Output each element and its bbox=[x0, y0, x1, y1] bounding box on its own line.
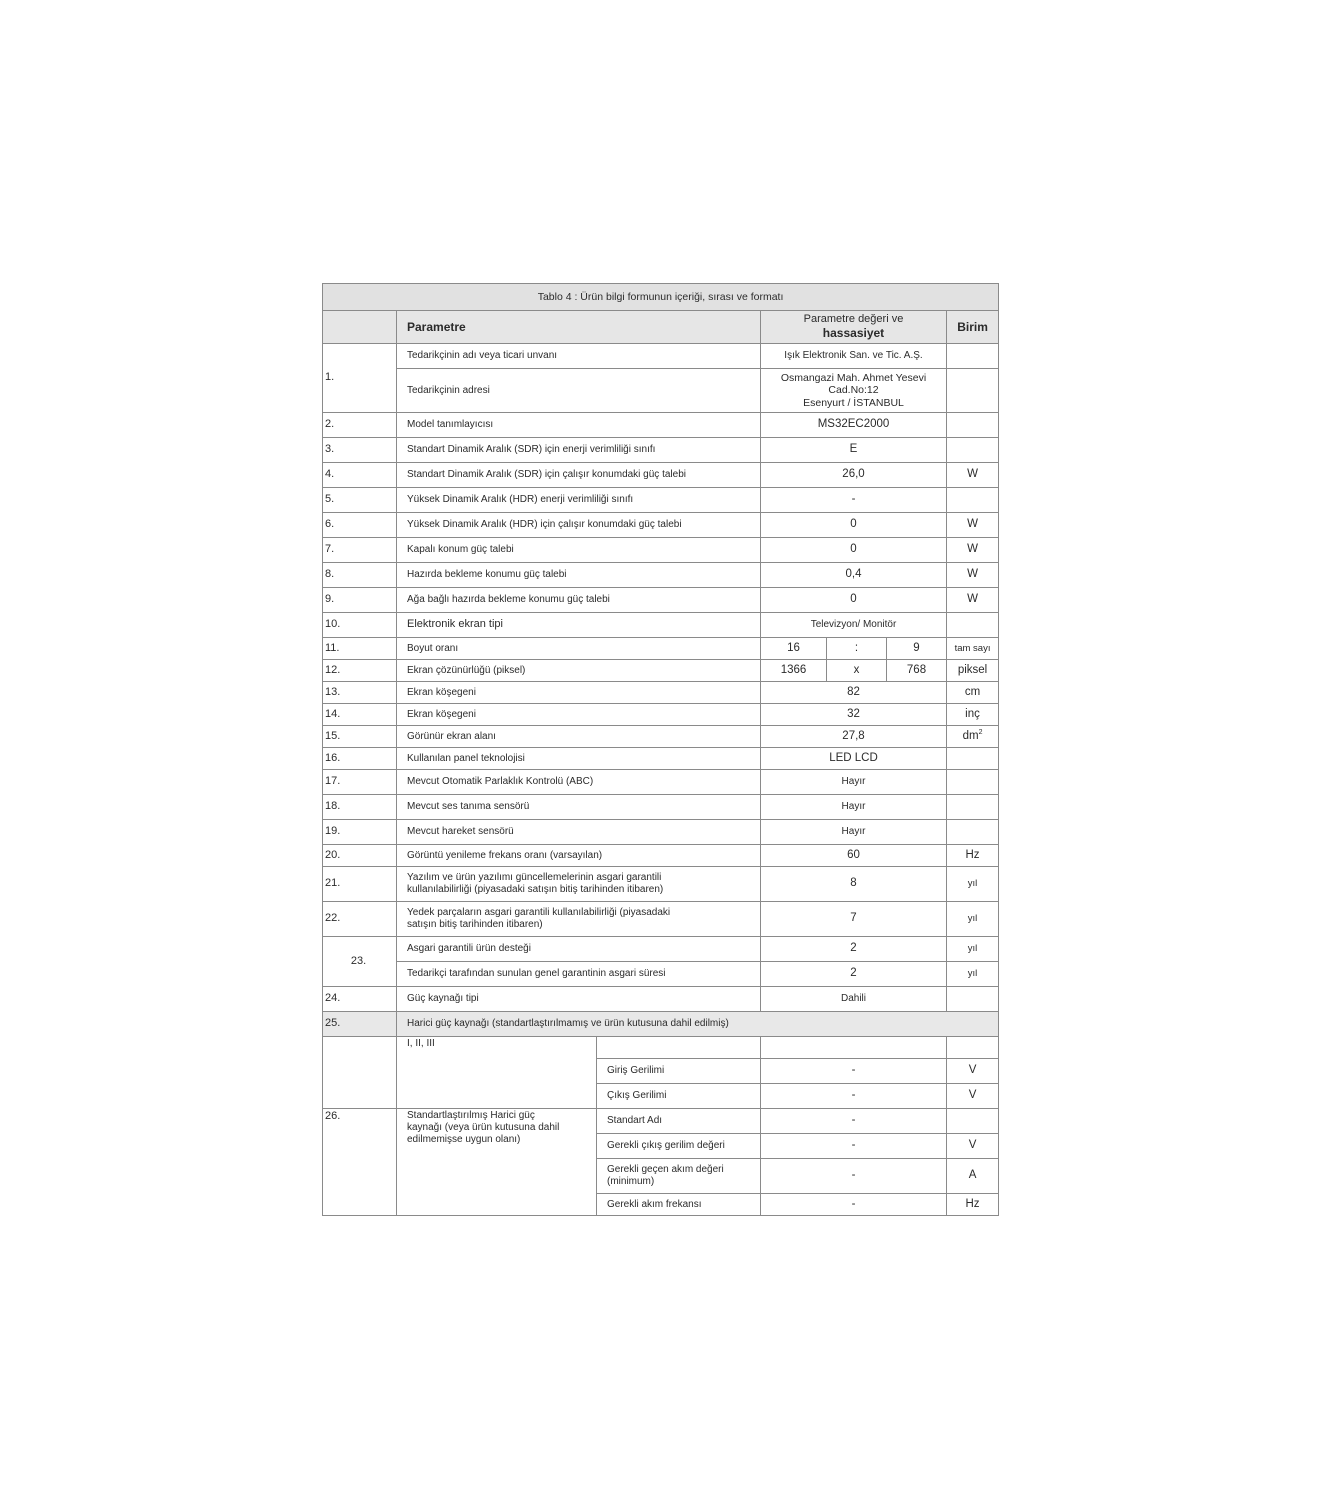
table-row bbox=[323, 962, 999, 987]
row-number: 4. bbox=[323, 463, 397, 488]
row-parameter: Mevcut ses tanıma sensörü bbox=[397, 795, 761, 820]
row-parameter-group bbox=[397, 1109, 597, 1216]
table-row bbox=[323, 638, 999, 660]
table-row bbox=[323, 682, 999, 704]
row-value: 26,0 bbox=[761, 463, 947, 488]
row-unit: W bbox=[947, 563, 999, 588]
row-number: 13. bbox=[323, 682, 397, 704]
resolution-width: 1366 bbox=[761, 660, 827, 682]
row-parameter-line: Yedek parçaların asgari garantili kullanılabilirliği (piyasadaki bbox=[407, 907, 671, 918]
row-value: 0 bbox=[761, 513, 947, 538]
row-value: 8 bbox=[761, 867, 947, 902]
table-row bbox=[323, 795, 999, 820]
row-number: 25. bbox=[323, 1012, 397, 1037]
row-parameter: Tedarikçinin adresi bbox=[397, 369, 761, 413]
row-unit: Hz bbox=[947, 845, 999, 867]
row-number: 22. bbox=[323, 902, 397, 937]
row-parameter-line: Yazılım ve ürün yazılımı güncellemelerinin asgari garantili bbox=[407, 872, 662, 883]
table-row bbox=[323, 613, 999, 638]
row-parameter: Boyut oranı bbox=[397, 638, 761, 660]
row-unit bbox=[947, 1037, 999, 1059]
unit-text: dm bbox=[962, 730, 979, 743]
row-value: LED LCD bbox=[761, 748, 947, 770]
row-value: Işık Elektronik San. ve Tic. A.Ş. bbox=[761, 344, 947, 369]
row-unit: inç bbox=[947, 704, 999, 726]
row-unit: W bbox=[947, 588, 999, 613]
header-value-line2: hassasiyet bbox=[822, 326, 885, 340]
row-value: - bbox=[761, 488, 947, 513]
row-value: - bbox=[761, 1194, 947, 1216]
table-row bbox=[323, 660, 999, 682]
row-parameter-line: (minimum) bbox=[607, 1176, 655, 1187]
row-value: - bbox=[761, 1084, 947, 1109]
table-row bbox=[323, 820, 999, 845]
row-value: 82 bbox=[761, 682, 947, 704]
table-row bbox=[323, 937, 999, 962]
row-value: 32 bbox=[761, 704, 947, 726]
row-parameter: Çıkış Gerilimi bbox=[597, 1084, 761, 1109]
address-line: Esenyurt / İSTANBUL bbox=[803, 396, 904, 409]
row-parameter: Tedarikçi tarafından sunulan genel garantinin asgari süresi bbox=[397, 962, 761, 987]
table-row bbox=[323, 413, 999, 438]
row-number: 18. bbox=[323, 795, 397, 820]
row-unit bbox=[947, 987, 999, 1012]
table-row bbox=[323, 438, 999, 463]
row-parameter: Harici güç kaynağı (standartlaştırılmamış ve ürün kutusuna dahil edilmiş) bbox=[397, 1012, 999, 1037]
row-number: 12. bbox=[323, 660, 397, 682]
row-number bbox=[323, 1037, 397, 1109]
resolution-separator: x bbox=[827, 660, 887, 682]
row-value: Televizyon/ Monitör bbox=[761, 613, 947, 638]
row-value: 27,8 bbox=[761, 726, 947, 748]
table-header-row bbox=[323, 311, 999, 344]
row-number: 24. bbox=[323, 987, 397, 1012]
row-value: - bbox=[761, 1159, 947, 1194]
header-birim: Birim bbox=[947, 311, 999, 344]
row-parameter-line: edilmemişse uygun olanı) bbox=[407, 1134, 521, 1145]
row-value: Hayır bbox=[761, 820, 947, 845]
row-parameter-line: Standartlaştırılmış Harici güç bbox=[407, 1110, 535, 1121]
address-line: Cad.No:12 bbox=[828, 384, 879, 397]
row-number: 20. bbox=[323, 845, 397, 867]
row-number: 5. bbox=[323, 488, 397, 513]
product-info-sheet bbox=[322, 283, 998, 1216]
table-row bbox=[323, 1109, 999, 1134]
row-parameter-line: Gerekli geçen akım değeri bbox=[607, 1164, 724, 1175]
header-value-line1: Parametre değeri ve bbox=[803, 312, 904, 325]
row-value: 60 bbox=[761, 845, 947, 867]
table-row bbox=[323, 488, 999, 513]
table-row bbox=[323, 845, 999, 867]
row-value: E bbox=[761, 438, 947, 463]
table-caption-row bbox=[323, 284, 999, 311]
row-parameter: Görünür ekran alanı bbox=[397, 726, 761, 748]
row-parameter: Gerekli çıkış gerilim değeri bbox=[597, 1134, 761, 1159]
row-unit: W bbox=[947, 513, 999, 538]
row-parameter: Ekran köşegeni bbox=[397, 682, 761, 704]
table-row bbox=[323, 1037, 999, 1059]
aspect-ratio-width: 16 bbox=[761, 638, 827, 660]
row-value: 7 bbox=[761, 902, 947, 937]
table-row bbox=[323, 748, 999, 770]
table-row bbox=[323, 588, 999, 613]
row-value: 2 bbox=[761, 962, 947, 987]
row-parameter: Yüksek Dinamik Aralık (HDR) için çalışır konumdaki güç talebi bbox=[397, 513, 761, 538]
row-value: 0 bbox=[761, 538, 947, 563]
row-unit: yıl bbox=[947, 962, 999, 987]
row-parameter: Standart Dinamik Aralık (SDR) için enerji verimliliği sınıfı bbox=[397, 438, 761, 463]
table-row bbox=[323, 704, 999, 726]
row-parameter-line: kaynağı (veya ürün kutusuna dahil bbox=[407, 1122, 560, 1133]
row-parameter: Yüksek Dinamik Aralık (HDR) enerji verimliliği sınıfı bbox=[397, 488, 761, 513]
table-row bbox=[323, 513, 999, 538]
row-value: 2 bbox=[761, 937, 947, 962]
row-parameter: Tedarikçinin adı veya ticari unvanı bbox=[397, 344, 761, 369]
row-value: Dahili bbox=[761, 987, 947, 1012]
row-value: - bbox=[761, 1134, 947, 1159]
table-row bbox=[323, 1012, 999, 1037]
row-unit: V bbox=[947, 1084, 999, 1109]
aspect-ratio-separator: : bbox=[827, 638, 887, 660]
aspect-ratio-height: 9 bbox=[887, 638, 947, 660]
row-number: 8. bbox=[323, 563, 397, 588]
row-value: Hayır bbox=[761, 795, 947, 820]
table-row bbox=[323, 726, 999, 748]
row-number: 9. bbox=[323, 588, 397, 613]
row-unit bbox=[947, 820, 999, 845]
header-parametre: Parametre bbox=[397, 311, 761, 344]
table-row bbox=[323, 369, 999, 413]
table-row bbox=[323, 463, 999, 488]
row-unit bbox=[947, 748, 999, 770]
row-parameter bbox=[397, 867, 761, 902]
row-value: - bbox=[761, 1059, 947, 1084]
row-number: 11. bbox=[323, 638, 397, 660]
row-number: 3. bbox=[323, 438, 397, 463]
row-parameter: Güç kaynağı tipi bbox=[397, 987, 761, 1012]
row-parameter: Gerekli akım frekansı bbox=[597, 1194, 761, 1216]
unit-superscript: 2 bbox=[978, 729, 983, 737]
row-value: 0,4 bbox=[761, 563, 947, 588]
supplier-address bbox=[761, 369, 947, 413]
row-number: 10. bbox=[323, 613, 397, 638]
row-unit: yıl bbox=[947, 867, 999, 902]
row-unit bbox=[947, 795, 999, 820]
row-number: 17. bbox=[323, 770, 397, 795]
row-number: 14. bbox=[323, 704, 397, 726]
table-row bbox=[323, 867, 999, 902]
row-number: 1. bbox=[323, 344, 397, 413]
row-parameter: Ağa bağlı hazırda bekleme konumu güç talebi bbox=[397, 588, 761, 613]
sub-label: I, II, III bbox=[397, 1037, 597, 1109]
row-parameter: Mevcut Otomatik Parlaklık Kontrolü (ABC) bbox=[397, 770, 761, 795]
row-unit: V bbox=[947, 1134, 999, 1159]
row-unit: W bbox=[947, 463, 999, 488]
row-value bbox=[761, 1037, 947, 1059]
header-value bbox=[761, 311, 947, 344]
row-unit: cm bbox=[947, 682, 999, 704]
row-number: 23. bbox=[323, 937, 397, 987]
row-parameter: Model tanımlayıcısı bbox=[397, 413, 761, 438]
row-parameter: Mevcut hareket sensörü bbox=[397, 820, 761, 845]
table-row bbox=[323, 538, 999, 563]
row-unit bbox=[947, 770, 999, 795]
row-parameter-line: satışın bitiş tarihinden itibaren) bbox=[407, 919, 543, 930]
row-number: 6. bbox=[323, 513, 397, 538]
row-parameter bbox=[397, 902, 761, 937]
table-row bbox=[323, 770, 999, 795]
row-number: 19. bbox=[323, 820, 397, 845]
row-unit: tam sayı bbox=[947, 638, 999, 660]
product-info-table bbox=[322, 283, 999, 1216]
row-parameter bbox=[597, 1159, 761, 1194]
row-value: 0 bbox=[761, 588, 947, 613]
row-unit: yıl bbox=[947, 937, 999, 962]
row-parameter: Görüntü yenileme frekans oranı (varsayılan) bbox=[397, 845, 761, 867]
row-parameter: Kullanılan panel teknolojisi bbox=[397, 748, 761, 770]
resolution-height: 768 bbox=[887, 660, 947, 682]
row-parameter: Asgari garantili ürün desteği bbox=[397, 937, 761, 962]
row-unit bbox=[947, 438, 999, 463]
row-unit: Hz bbox=[947, 1194, 999, 1216]
table-row bbox=[323, 344, 999, 369]
row-parameter: Standart Dinamik Aralık (SDR) için çalışır konumdaki güç talebi bbox=[397, 463, 761, 488]
row-parameter: Kapalı konum güç talebi bbox=[397, 538, 761, 563]
row-value: - bbox=[761, 1109, 947, 1134]
address-line: Osmangazi Mah. Ahmet Yesevi bbox=[780, 372, 927, 385]
row-parameter: Elektronik ekran tipi bbox=[397, 613, 761, 638]
row-unit bbox=[947, 1109, 999, 1134]
row-parameter bbox=[597, 1037, 761, 1059]
row-unit: piksel bbox=[947, 660, 999, 682]
row-unit: W bbox=[947, 538, 999, 563]
table-row bbox=[323, 563, 999, 588]
row-number: 16. bbox=[323, 748, 397, 770]
table-row bbox=[323, 902, 999, 937]
row-number: 2. bbox=[323, 413, 397, 438]
row-parameter: Giriş Gerilimi bbox=[597, 1059, 761, 1084]
row-unit bbox=[947, 369, 999, 413]
row-number: 7. bbox=[323, 538, 397, 563]
row-number: 15. bbox=[323, 726, 397, 748]
row-unit bbox=[947, 726, 999, 748]
header-number bbox=[323, 311, 397, 344]
row-number: 21. bbox=[323, 867, 397, 902]
row-value: Hayır bbox=[761, 770, 947, 795]
row-parameter: Hazırda bekleme konumu güç talebi bbox=[397, 563, 761, 588]
row-parameter: Standart Adı bbox=[597, 1109, 761, 1134]
row-unit bbox=[947, 344, 999, 369]
row-unit: yıl bbox=[947, 902, 999, 937]
table-caption: Tablo 4 : Ürün bilgi formunun içeriği, sırası ve formatı bbox=[323, 284, 999, 311]
table-row bbox=[323, 987, 999, 1012]
row-parameter: Ekran çözünürlüğü (piksel) bbox=[397, 660, 761, 682]
row-unit: V bbox=[947, 1059, 999, 1084]
row-parameter: Ekran köşegeni bbox=[397, 704, 761, 726]
row-unit: A bbox=[947, 1159, 999, 1194]
row-value: MS32EC2000 bbox=[761, 413, 947, 438]
row-unit bbox=[947, 413, 999, 438]
row-unit bbox=[947, 613, 999, 638]
row-unit bbox=[947, 488, 999, 513]
row-number: 26. bbox=[323, 1109, 397, 1216]
row-parameter-line: kullanılabilirliği (piyasadaki satışın bitiş tarihinden itibaren) bbox=[407, 884, 664, 895]
